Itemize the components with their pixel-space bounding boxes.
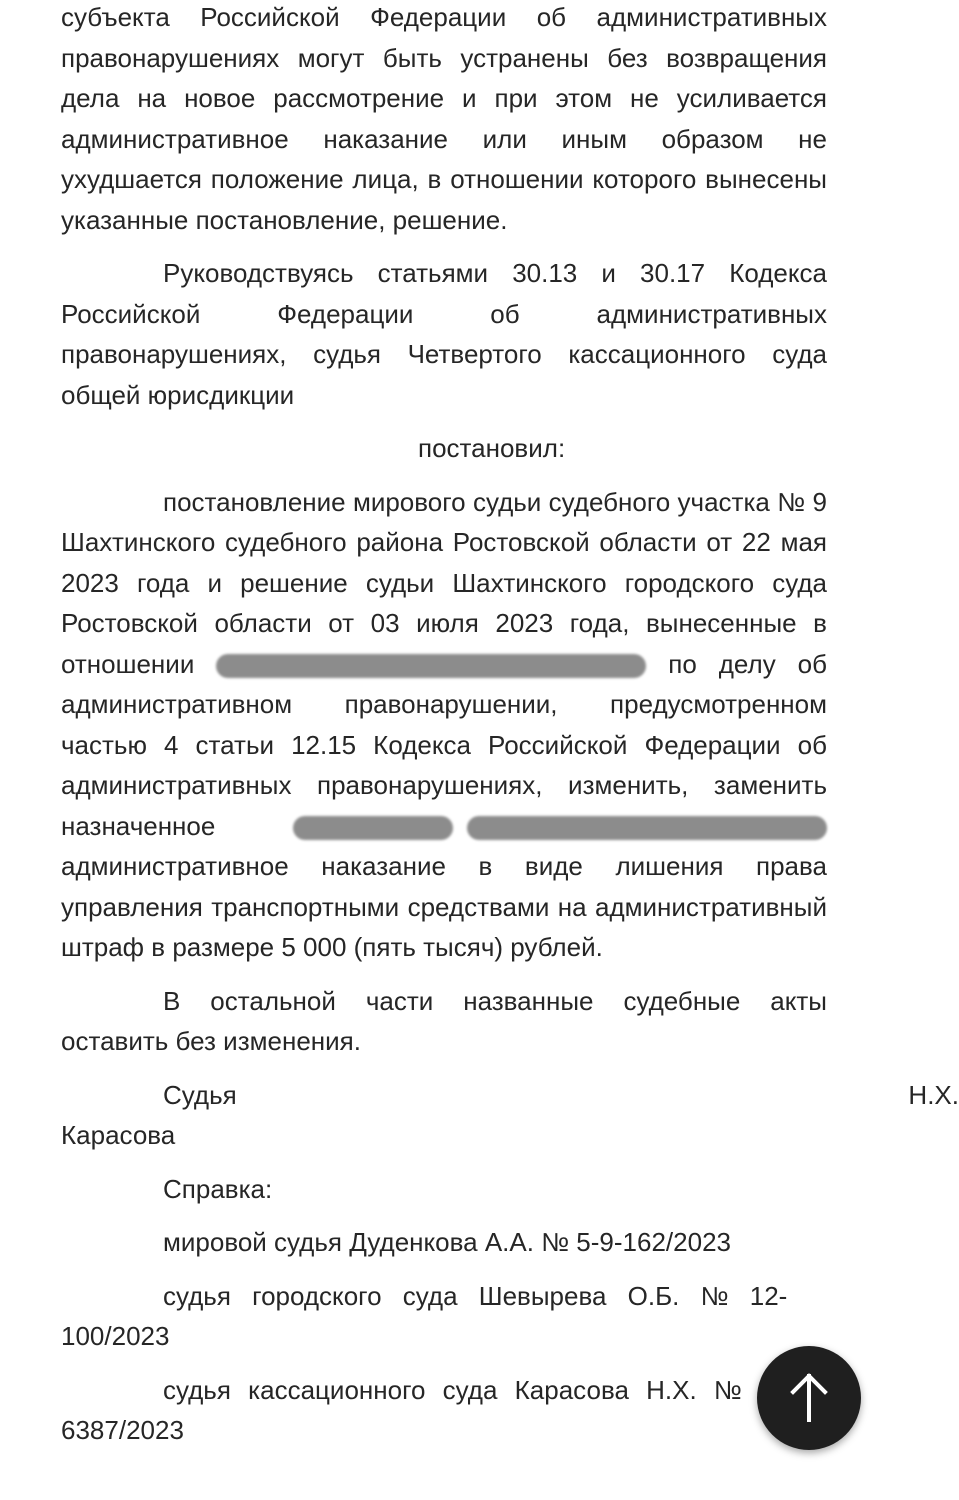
document-body xyxy=(61,0,959,1451)
signature-surname: Карасова xyxy=(61,1120,176,1150)
reference-title: Справка: xyxy=(163,1173,273,1204)
reference-line-2a: судья городского суда Шевырева О.Б. № 12- xyxy=(163,1280,788,1311)
redacted-name-1 xyxy=(216,654,646,678)
paragraph-intro: субъекта Российской Федерации об административных правонарушениях могут быть устранены без возвращения дела на новое рассмотрение и при этом не усиливается административное наказание или иным образом не ухудшается положение лица, в отношении которого вынесены указанные постановление, решение. xyxy=(61,2,827,235)
reference-line-3a: судья кассационного суда Карасова Н.Х. № xyxy=(163,1374,742,1405)
paragraph-ruling xyxy=(61,482,827,968)
ruling-text-part3: административное наказание в виде лишения права управления транспортными средствами на административный штраф в размере 5 000 (пять тысяч) рублей. xyxy=(61,851,827,962)
redacted-name-2 xyxy=(293,816,453,840)
ruling-text-part2: по делу об административном правонарушении, предусмотренном частью 4 статьи 12.15 Кодекса Российской Федерации об административных правонарушениях, изменить, заменить назначенное xyxy=(61,648,827,841)
ruling-heading: постановил: xyxy=(418,433,566,463)
scroll-to-top-button[interactable] xyxy=(757,1346,861,1450)
reference-line-3 xyxy=(61,1370,827,1411)
reference-line-2b: 100/2023 xyxy=(61,1321,170,1351)
redacted-name-3 xyxy=(467,816,827,840)
signature-block xyxy=(61,1075,959,1116)
reference-line-3b: 6387/2023 xyxy=(61,1415,184,1445)
signature-initials: Н.Х. xyxy=(908,1079,959,1110)
ruling-text-part1: постановление мирового судьи судебного участка № 9 Шахтинского судебного района Ростовской области от 22 мая 2023 года и решение судьи Шахтинского городского суда Ростовской области от 03 июля 2023 года, вынесенные в отношении xyxy=(61,486,827,679)
reference-line-1: мировой судья Дуденкова А.А. № 5-9-162/2023 xyxy=(163,1227,731,1257)
paragraph-guided-by: Руководствуясь статьями 30.13 и 30.17 Кодекса Российской Федерации об административных правонарушениях, судья Четвертого кассационного суда общей юрисдикции xyxy=(61,258,827,410)
reference-line-2 xyxy=(61,1276,827,1317)
arrow-up-icon xyxy=(787,1372,831,1424)
paragraph-remainder: В остальной части названные судебные акты оставить без изменения. xyxy=(61,985,827,1056)
signature-label: Судья xyxy=(163,1079,237,1110)
